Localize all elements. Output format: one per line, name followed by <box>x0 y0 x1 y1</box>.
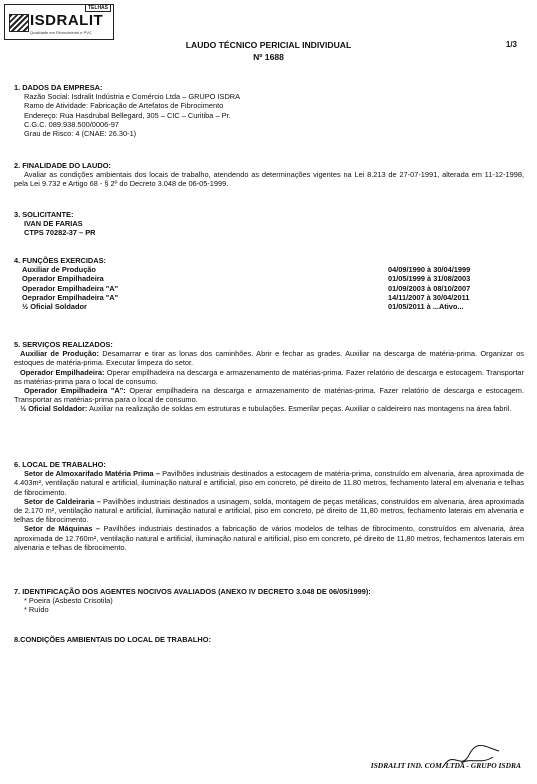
function-row <box>14 265 524 274</box>
section-requester <box>14 210 524 238</box>
section-purpose <box>14 161 524 189</box>
function-row <box>14 302 524 311</box>
section-heading: 3. SOLICITANTE: <box>14 210 74 219</box>
function-role: Operador Empilhadeira "A" <box>22 283 119 293</box>
workplace-item <box>14 497 524 525</box>
section-functions <box>14 256 524 311</box>
workplace-text: Pavilhões industriais destinados a usinagem, solda, montagem de peças metálicas, construídos em alvenaria, área aproximada de 2.170 m², ventilação natural e artificial, iluminação natural e artificial, piso em concreto, pé direito de 11,80 metros, fechamento laterais em alvenaria e telhas de fibrocimento. <box>14 496 524 525</box>
function-period: 01/05/1999 à 31/08/2003 <box>388 274 471 284</box>
section-heading: 8.CONDIÇÕES AMBIENTAIS DO LOCAL DE TRABALHO: <box>14 635 211 644</box>
function-period: 04/09/1990 à 30/04/1999 <box>388 265 471 275</box>
signature-scribble-icon <box>441 745 501 771</box>
document-number: Nº 1688 <box>253 52 284 62</box>
service-label: ½ Oficial Soldador: <box>20 404 88 414</box>
service-label: Operador Empilhadeira: <box>20 367 105 377</box>
company-address: Endereço: Rua Hasdrubal Bellegard, 305 – CIC – Curitiba – Pr. <box>24 110 231 120</box>
section-heading: 1. DADOS DA EMPRESA: <box>14 83 103 92</box>
section-heading: 4. FUNÇÕES EXERCIDAS: <box>14 256 106 265</box>
function-row <box>14 293 524 302</box>
signature-stamp-text: ISDRALIT IND. COM. LTDA - GRUPO ISDRA <box>370 760 521 770</box>
service-item <box>14 349 524 367</box>
workplace-item <box>14 524 524 552</box>
workplace-label: Setor de Almoxarifado Matéria Prima – <box>24 469 160 479</box>
function-role: ½ Oficial Soldador <box>22 302 87 312</box>
signature-stamp <box>371 761 521 770</box>
function-row <box>14 284 524 293</box>
document-title: LAUDO TÉCNICO PERICIAL INDIVIDUAL <box>185 40 352 50</box>
workplace-label: Setor de Máquinas – <box>24 524 101 534</box>
logo-tagline: Qualidade em Fibrocimento e PVC <box>30 30 92 35</box>
function-period: 01/09/2003 à 08/10/2007 <box>388 283 471 293</box>
company-cgc: C.G.C. 089.938.500/0006-97 <box>24 119 119 129</box>
company-logo <box>4 4 114 40</box>
service-text: Desamarrar e tirar as lonas dos caminhões. Abrir e fechar as grades. Auxiliar na descarga de matéria-prima. Organizar os estoques de matéria-prima. Executar limpeza do setor. <box>14 349 524 368</box>
service-label: Auxiliar de Produção: <box>20 349 99 359</box>
requester-ctps: CTPS 70282-37 – PR <box>24 228 96 238</box>
company-risk-grade: Grau de Risco: 4 (CNAE: 26.30-1) <box>24 129 137 139</box>
section-heading: 5. SERVIÇOS REALIZADOS: <box>14 340 113 349</box>
service-item <box>14 386 524 404</box>
function-period: 01/05/2011 à ...Ativo... <box>388 302 464 312</box>
function-role: Oeprador Empilhadeira "A" <box>22 292 119 302</box>
function-role: Operador Empilhadeira <box>22 274 104 284</box>
function-period: 14/11/2007 à 30/04/2011 <box>388 292 470 302</box>
function-role: Auxiliar de Produção <box>22 265 96 275</box>
company-activity: Ramo de Atividade: Fabricação de Artefatos de Fibrocimento <box>24 101 224 111</box>
section-agents <box>14 587 524 615</box>
section-services <box>14 340 524 414</box>
logo-mark-icon <box>9 14 29 32</box>
section-heading: 2. FINALIDADE DO LAUDO: <box>14 161 111 170</box>
section-heading: 6. LOCAL DE TRABALHO: <box>14 460 106 469</box>
agent-item: * Poeira (Asbesto Crisotila) <box>24 596 113 606</box>
service-label: Operador Empilhadeira "A": <box>24 386 126 396</box>
section-workplace <box>14 460 524 552</box>
workplace-item <box>14 469 524 497</box>
page-number: 1/3 <box>505 40 517 49</box>
requester-name: IVAN DE FARIAS <box>24 219 83 229</box>
agent-item: * Ruído <box>24 605 49 615</box>
service-item <box>14 404 524 413</box>
company-name: Razão Social: Isdralit Indústria e Comércio Ltda – GRUPO ISDRA <box>24 92 241 102</box>
service-text: Operar empilhadeira na descarga e armazenamento de matérias-prima. Fazer relatório de descarga e estocagem. Transportar as matérias-prima para o local de consumo. <box>14 367 524 386</box>
workplace-text: Pavilhões industriais destinados a fabricação de vários modelos de telhas de fibrocimento, construídos em alvenaria, área aproximada de 12.760m², ventilação natural e artificial, iluminação natural e artificial, piso em concreto, pé direito de 11,80 metros, fechamentos laterais em alvenaria e telhas de fibrocimento. <box>14 524 524 552</box>
workplace-text: Pavilhões industriais destinados a estocagem de matéria-prima, construído em alvenaria, área aproximada de 4.403m², ventilação natural e artificial, iluminação natural e artificial, piso em concreto, pé direito de 11.80 metros, fechamento lateral em alvenaria e telhas de fibrocimento. <box>14 469 524 497</box>
service-text: Auxiliar na realização de soldas em estruturas e tubulações. Esmerilar peças. Auxiliar o caldeireiro nas montagens na área fabril. <box>87 404 512 414</box>
logo-name: ISDRALIT <box>30 12 104 29</box>
purpose-text: Avaliar as condições ambientais dos locais de trabalho, atendendo as determinações vigentes na Lei 8.213 de 27-07-1991, alterada em 11-12-1998, pela Lei 9.732 e Artigo 68 - § 2º do Decreto 3.048 de 06-05-1999. <box>14 170 524 189</box>
logo-tag-telhas: TELHAS <box>85 4 111 12</box>
service-text: Operar empilhadeira na descarga e armazenamento de matérias-prima. Fazer relatório de descarga e estocagem. Transportar as matérias-prima para o local de consumo. <box>14 386 524 405</box>
section-conditions <box>14 635 524 644</box>
service-item <box>14 368 524 386</box>
workplace-label: Setor de Caldeiraria – <box>24 496 101 506</box>
section-heading: 7. IDENTIFICAÇÃO DOS AGENTES NOCIVOS AVALIADOS (ANEXO IV DECRETO 3.048 DE 06/05/1999): <box>14 587 371 596</box>
function-row <box>14 274 524 283</box>
section-company-data <box>14 83 524 138</box>
